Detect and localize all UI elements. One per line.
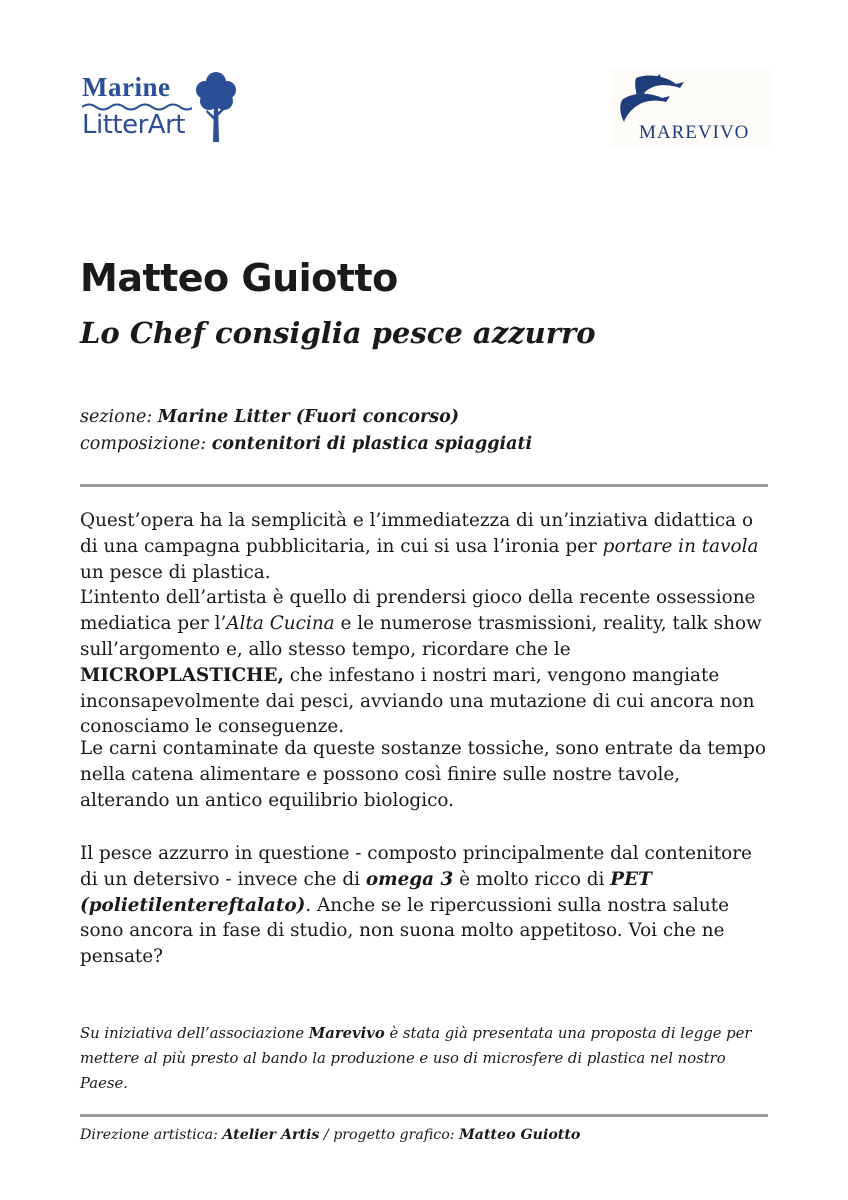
artist-name: Matteo Guiotto: [80, 256, 398, 300]
p1-text-4: e le numerose trasmissioni, reality, talk show sull’argomento e, allo stesso tempo, ricordare che le: [80, 613, 762, 660]
note-strong-marevivo: Marevivo: [308, 1025, 385, 1042]
marevivo-wordmark: MAREVIVO: [639, 122, 750, 143]
p1-text-5: che infestano i nostri mari, vengono mangiate inconsapevolmente dai pesci, avviando una mutazione di cui ancora non conosciamo le conseguenze.: [80, 664, 755, 738]
p3-strong-pet: PET (polietilentereftalato): [80, 868, 652, 916]
note-text-1: Su iniziativa dell’associazione: [80, 1025, 309, 1042]
artwork-title: Lo Chef consiglia pesce azzurro: [80, 316, 596, 350]
section-line: sezione: Marine Litter (Fuori concorso): [80, 407, 460, 427]
composition-label: composizione:: [80, 434, 207, 454]
dolphins-icon: [614, 74, 694, 124]
direction-value: Atelier Artis: [222, 1127, 320, 1143]
section-value: Marine Litter (Fuori concorso): [157, 407, 460, 427]
paragraph-intro: [80, 508, 768, 740]
p2-text: Le carni contaminate da queste sostanze tossiche, sono entrate da tempo nella catena alimentare e possono così finire sulle nostre tavole, alterando un antico equilibrio biologico.: [80, 738, 766, 811]
p1-emphasis-alta-cucina: Alta Cucina: [226, 613, 335, 635]
note-text-2: è stata già presentata una proposta di legge per mettere al più presto al bando la produzione e uso di microsfere di plastica nel nostro Paese.: [80, 1025, 752, 1092]
artwork-meta: [80, 404, 532, 458]
section-label: sezione: [80, 407, 147, 427]
top-divider: [80, 484, 768, 487]
graphics-label: progetto grafico:: [333, 1127, 455, 1143]
marine-litter-art-logo: [80, 70, 240, 146]
graphics-value: Matteo Guiotto: [459, 1127, 581, 1143]
p1-text-3: L’intento dell’artista è quello di prendersi gioco della recente ossessione mediatica per l’: [80, 587, 756, 635]
marevivo-note: [80, 1021, 768, 1096]
bottom-divider: [80, 1114, 768, 1117]
p1-text-1: Quest’opera ha la semplicità e l’immediatezza di un’inziativa didattica o di una campagna pubblicitaria, in cui si usa l’ironia per: [80, 510, 754, 557]
composition-value: contenitori di plastica spiaggiati: [211, 434, 533, 454]
direction-label: Direzione artistica:: [80, 1127, 218, 1143]
credits-line: [80, 1127, 768, 1143]
p1-emphasis-portare: portare in tavola: [602, 535, 759, 557]
paragraph-pesce-azzurro: [80, 841, 768, 970]
p1-strong-microplastiche: MICROPLASTICHE,: [80, 664, 284, 686]
composition-line: [80, 431, 532, 458]
p3-strong-omega: omega 3: [365, 868, 454, 890]
logo-litterart-word: LitterArt: [82, 110, 185, 140]
p3-text-1: Il pesce azzurro in questione - composto principalmente dal contenitore di un detersivo - invece che di: [80, 843, 752, 890]
marevivo-logo: [610, 68, 772, 148]
p3-text-2: è molto ricco di: [453, 868, 611, 890]
credits-separator: /: [319, 1127, 334, 1143]
tree-icon: [195, 70, 237, 144]
logo-marine-word: Marine: [82, 72, 171, 102]
paragraph-contamination: [80, 736, 768, 813]
p1-text-2: un pesce di plastica.: [80, 561, 271, 583]
p3-text-3: . Anche se le ripercussioni sulla nostra salute sono ancora in fase di studio, non suona molto appetitoso. Voi che ne pensate?: [80, 894, 730, 968]
